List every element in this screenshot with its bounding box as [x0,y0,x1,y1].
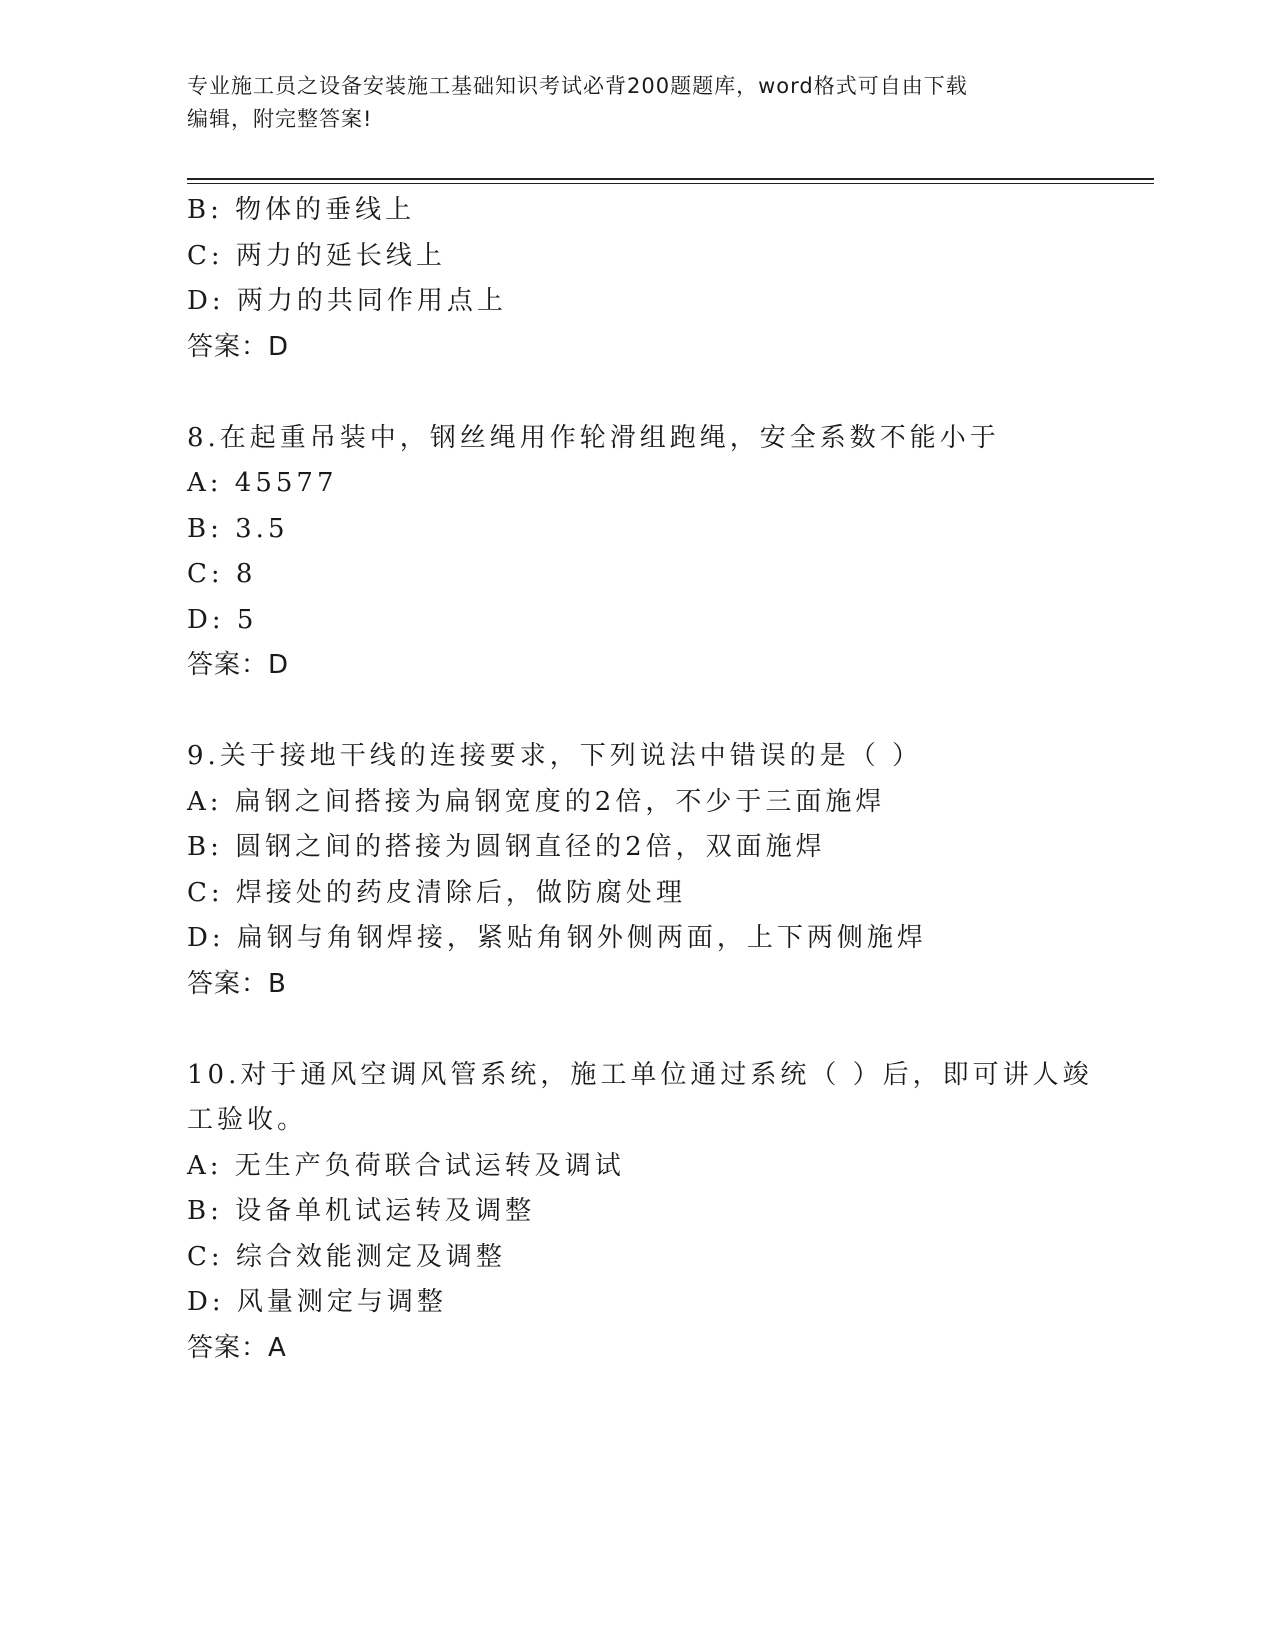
option-c: C: 8 [187,559,257,589]
question-block-9 [187,734,1067,1007]
option-d: D: 风量测定与调整 [187,1287,447,1317]
question-text: 9.关于接地干线的连接要求，下列说法中错误的是（ ） [187,741,923,771]
option-a: A: 45577 [187,468,338,498]
question-block-7 [187,188,1067,370]
option-b: B: 物体的垂线上 [187,195,416,225]
answer-line: 答案：D [187,331,290,362]
header-line-2: 编辑，附完整答案! [187,107,373,131]
header-line-1: 专业施工员之设备安装施工基础知识考试必背200题题库，word格式可自由下载 [187,74,968,98]
answer-line: 答案：B [187,968,287,999]
block-spacer [187,1007,1067,1053]
question-text-line-2: 工验收。 [187,1105,308,1135]
option-d: D: 扁钢与角钢焊接，紧贴角钢外侧两面，上下两侧施焊 [187,923,927,953]
option-c: C: 综合效能测定及调整 [187,1241,506,1272]
header-rule-thin [187,183,1154,184]
document-header [187,70,1067,136]
option-d: D: 两力的共同作用点上 [187,286,507,316]
option-b: B: 3.5 [187,513,289,544]
question-content [187,188,1093,1371]
option-a: A: 无生产负荷联合试运转及调试 [187,1150,625,1181]
option-c: C: 焊接处的药皮清除后，做防腐处理 [187,877,686,908]
answer-line: 答案：A [187,1332,287,1363]
question-text-line-1: 10.对于通风空调风管系统，施工单位通过系统（ ）后，即可讲人竣 [187,1059,1093,1090]
answer-line: 答案：D [187,650,290,680]
block-spacer [187,689,1067,735]
question-text: 8.在起重吊装中，钢丝绳用作轮滑组跑绳，安全系数不能小于 [187,422,1000,453]
option-d: D: 5 [187,604,258,635]
option-a: A: 扁钢之间搭接为扁钢宽度的2倍，不少于三面施焊 [187,786,886,817]
header-rule-thick [187,178,1154,180]
option-c: C: 两力的延长线上 [187,240,446,271]
option-b: B: 圆钢之间的搭接为圆钢直径的2倍，双面施焊 [187,832,826,862]
option-b: B: 设备单机试运转及调整 [187,1196,536,1226]
block-spacer [187,370,1067,416]
question-block-8 [187,416,1067,689]
question-block-10 [187,1053,1093,1372]
